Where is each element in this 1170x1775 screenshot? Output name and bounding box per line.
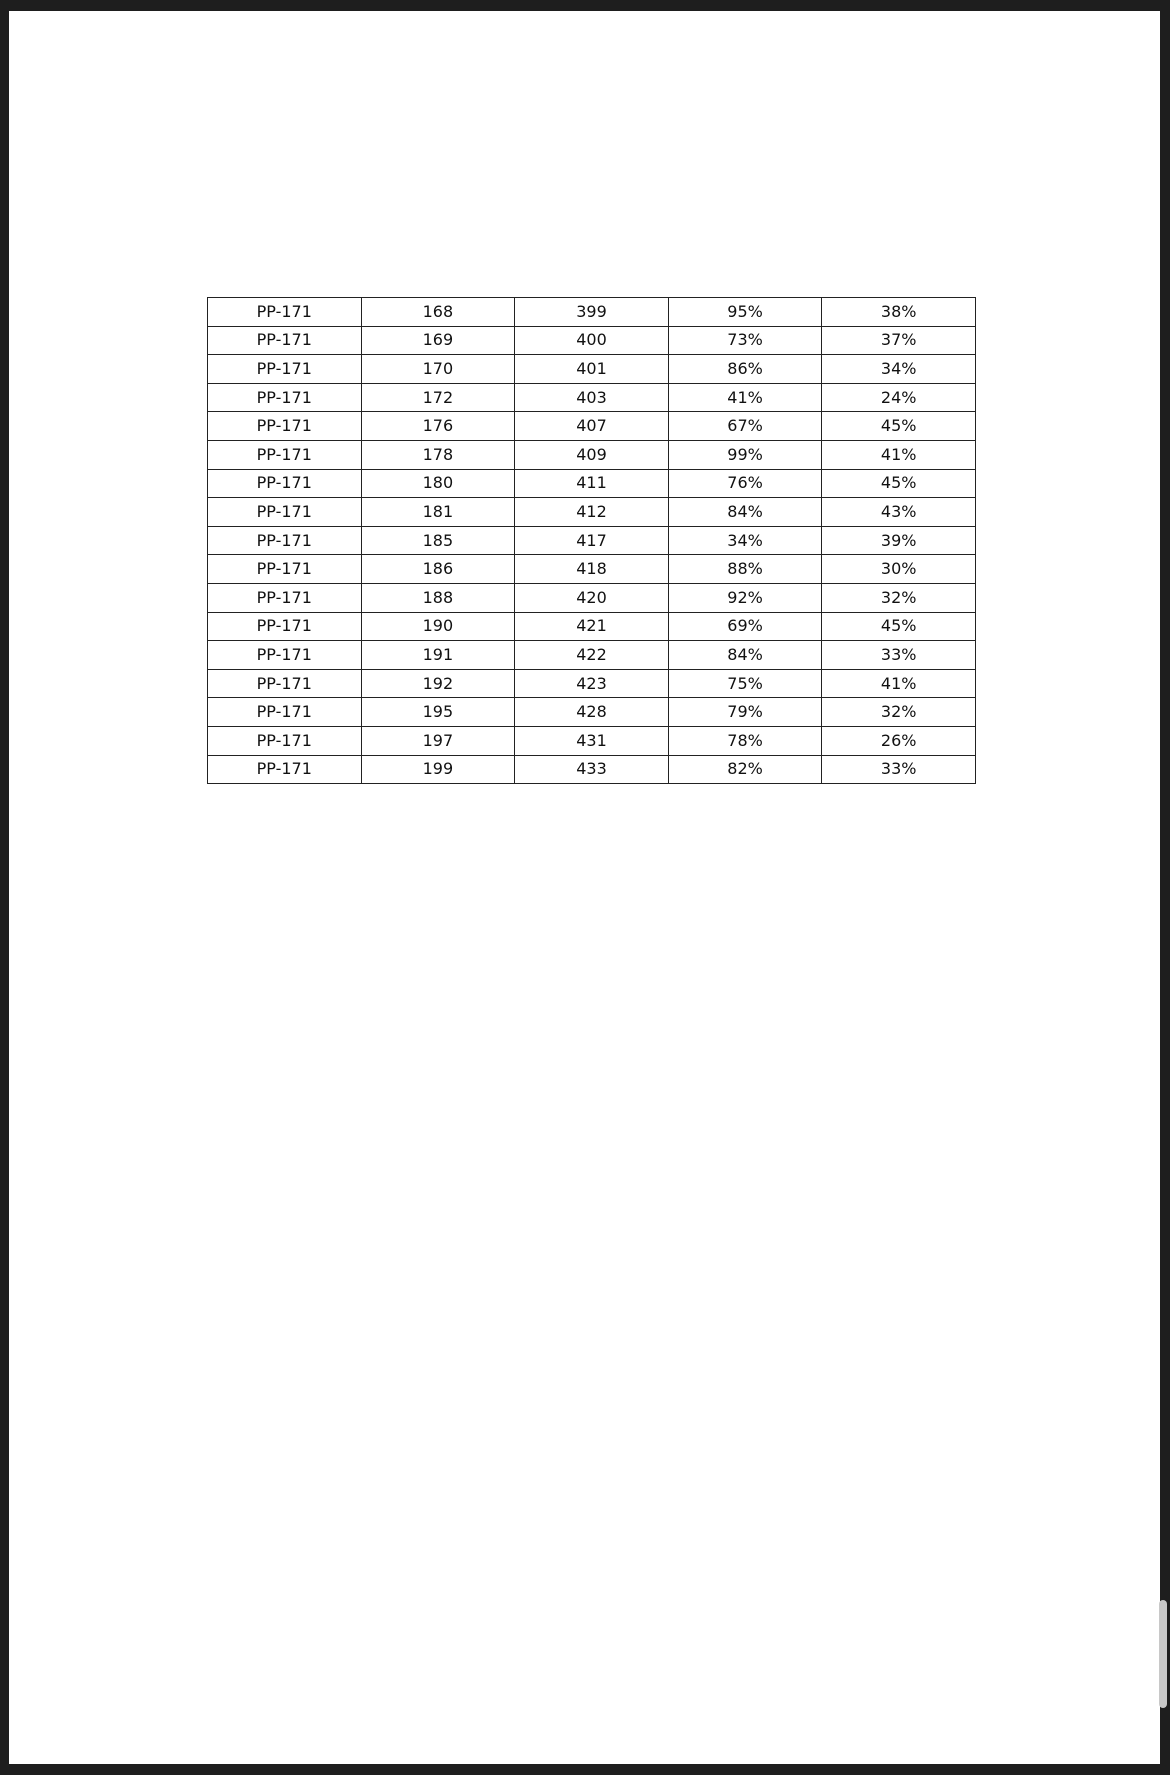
table-row — [208, 298, 976, 327]
table-cell: 418 — [515, 555, 669, 584]
table-cell: 73% — [668, 326, 822, 355]
table-cell: 195 — [361, 698, 515, 727]
table-row — [208, 469, 976, 498]
table-cell: 400 — [515, 326, 669, 355]
table-cell: 170 — [361, 355, 515, 384]
table-cell: PP-171 — [208, 469, 362, 498]
table-cell: 45% — [822, 469, 976, 498]
table-row — [208, 698, 976, 727]
table-cell: 403 — [515, 383, 669, 412]
table-cell: 169 — [361, 326, 515, 355]
vertical-scrollbar[interactable] — [1156, 0, 1170, 1775]
table-cell: 431 — [515, 726, 669, 755]
table-cell: 188 — [361, 583, 515, 612]
table-cell: 168 — [361, 298, 515, 327]
table-row — [208, 726, 976, 755]
table-cell: 190 — [361, 612, 515, 641]
table-cell: PP-171 — [208, 612, 362, 641]
table-row — [208, 641, 976, 670]
table-cell: 76% — [668, 469, 822, 498]
table-cell: 407 — [515, 412, 669, 441]
table-cell: 181 — [361, 498, 515, 527]
table-cell: 92% — [668, 583, 822, 612]
table-cell: 411 — [515, 469, 669, 498]
table-body — [208, 298, 976, 784]
table-cell: 197 — [361, 726, 515, 755]
table-cell: 412 — [515, 498, 669, 527]
table-cell: PP-171 — [208, 583, 362, 612]
table-cell: 186 — [361, 555, 515, 584]
table-cell: 95% — [668, 298, 822, 327]
table-row — [208, 526, 976, 555]
table-cell: 172 — [361, 383, 515, 412]
table-cell: PP-171 — [208, 355, 362, 384]
table-cell: 37% — [822, 326, 976, 355]
scrollbar-thumb[interactable] — [1159, 1600, 1167, 1708]
table-cell: PP-171 — [208, 298, 362, 327]
table-cell: PP-171 — [208, 555, 362, 584]
table-cell: 33% — [822, 755, 976, 784]
table-cell: 45% — [822, 412, 976, 441]
table-cell: PP-171 — [208, 326, 362, 355]
table-cell: 34% — [668, 526, 822, 555]
table-cell: 33% — [822, 641, 976, 670]
table-cell: 30% — [822, 555, 976, 584]
table-cell: 24% — [822, 383, 976, 412]
table-cell: 409 — [515, 440, 669, 469]
table-row — [208, 355, 976, 384]
table-cell: 82% — [668, 755, 822, 784]
table-cell: PP-171 — [208, 641, 362, 670]
table-cell: 34% — [822, 355, 976, 384]
table-cell: PP-171 — [208, 412, 362, 441]
table-row — [208, 412, 976, 441]
table-cell: 421 — [515, 612, 669, 641]
table-cell: 99% — [668, 440, 822, 469]
table-cell: 26% — [822, 726, 976, 755]
table-row — [208, 612, 976, 641]
table-cell: 86% — [668, 355, 822, 384]
table-cell: PP-171 — [208, 526, 362, 555]
table-row — [208, 383, 976, 412]
table-cell: 41% — [822, 440, 976, 469]
table-cell: 88% — [668, 555, 822, 584]
table-cell: 176 — [361, 412, 515, 441]
table-cell: 199 — [361, 755, 515, 784]
table-cell: 428 — [515, 698, 669, 727]
table-cell: 32% — [822, 698, 976, 727]
table-row — [208, 583, 976, 612]
table-cell: 180 — [361, 469, 515, 498]
table-cell: 32% — [822, 583, 976, 612]
table-cell: 192 — [361, 669, 515, 698]
table-cell: 401 — [515, 355, 669, 384]
table-cell: 417 — [515, 526, 669, 555]
table-cell: PP-171 — [208, 498, 362, 527]
table-cell: 41% — [822, 669, 976, 698]
table-row — [208, 669, 976, 698]
table-cell: 75% — [668, 669, 822, 698]
table-cell: 399 — [515, 298, 669, 327]
table-cell: 79% — [668, 698, 822, 727]
table-cell: PP-171 — [208, 726, 362, 755]
table-cell: 191 — [361, 641, 515, 670]
table-cell: 38% — [822, 298, 976, 327]
table-cell: 84% — [668, 641, 822, 670]
table-cell: 84% — [668, 498, 822, 527]
table-cell: 185 — [361, 526, 515, 555]
table-cell: PP-171 — [208, 440, 362, 469]
table-row — [208, 440, 976, 469]
document-page — [9, 11, 1160, 1764]
table-cell: 45% — [822, 612, 976, 641]
table-cell: PP-171 — [208, 383, 362, 412]
table-cell: 41% — [668, 383, 822, 412]
table-cell: 67% — [668, 412, 822, 441]
table-row — [208, 498, 976, 527]
table-cell: 422 — [515, 641, 669, 670]
table-cell: 178 — [361, 440, 515, 469]
table-cell: 43% — [822, 498, 976, 527]
table-cell: 423 — [515, 669, 669, 698]
table-cell: 420 — [515, 583, 669, 612]
table-row — [208, 555, 976, 584]
table-cell: PP-171 — [208, 669, 362, 698]
table-cell: 69% — [668, 612, 822, 641]
table-cell: PP-171 — [208, 698, 362, 727]
table-cell: 39% — [822, 526, 976, 555]
table-row — [208, 755, 976, 784]
table-cell: 433 — [515, 755, 669, 784]
table-cell: PP-171 — [208, 755, 362, 784]
table-row — [208, 326, 976, 355]
table-cell: 78% — [668, 726, 822, 755]
data-table — [207, 297, 976, 784]
